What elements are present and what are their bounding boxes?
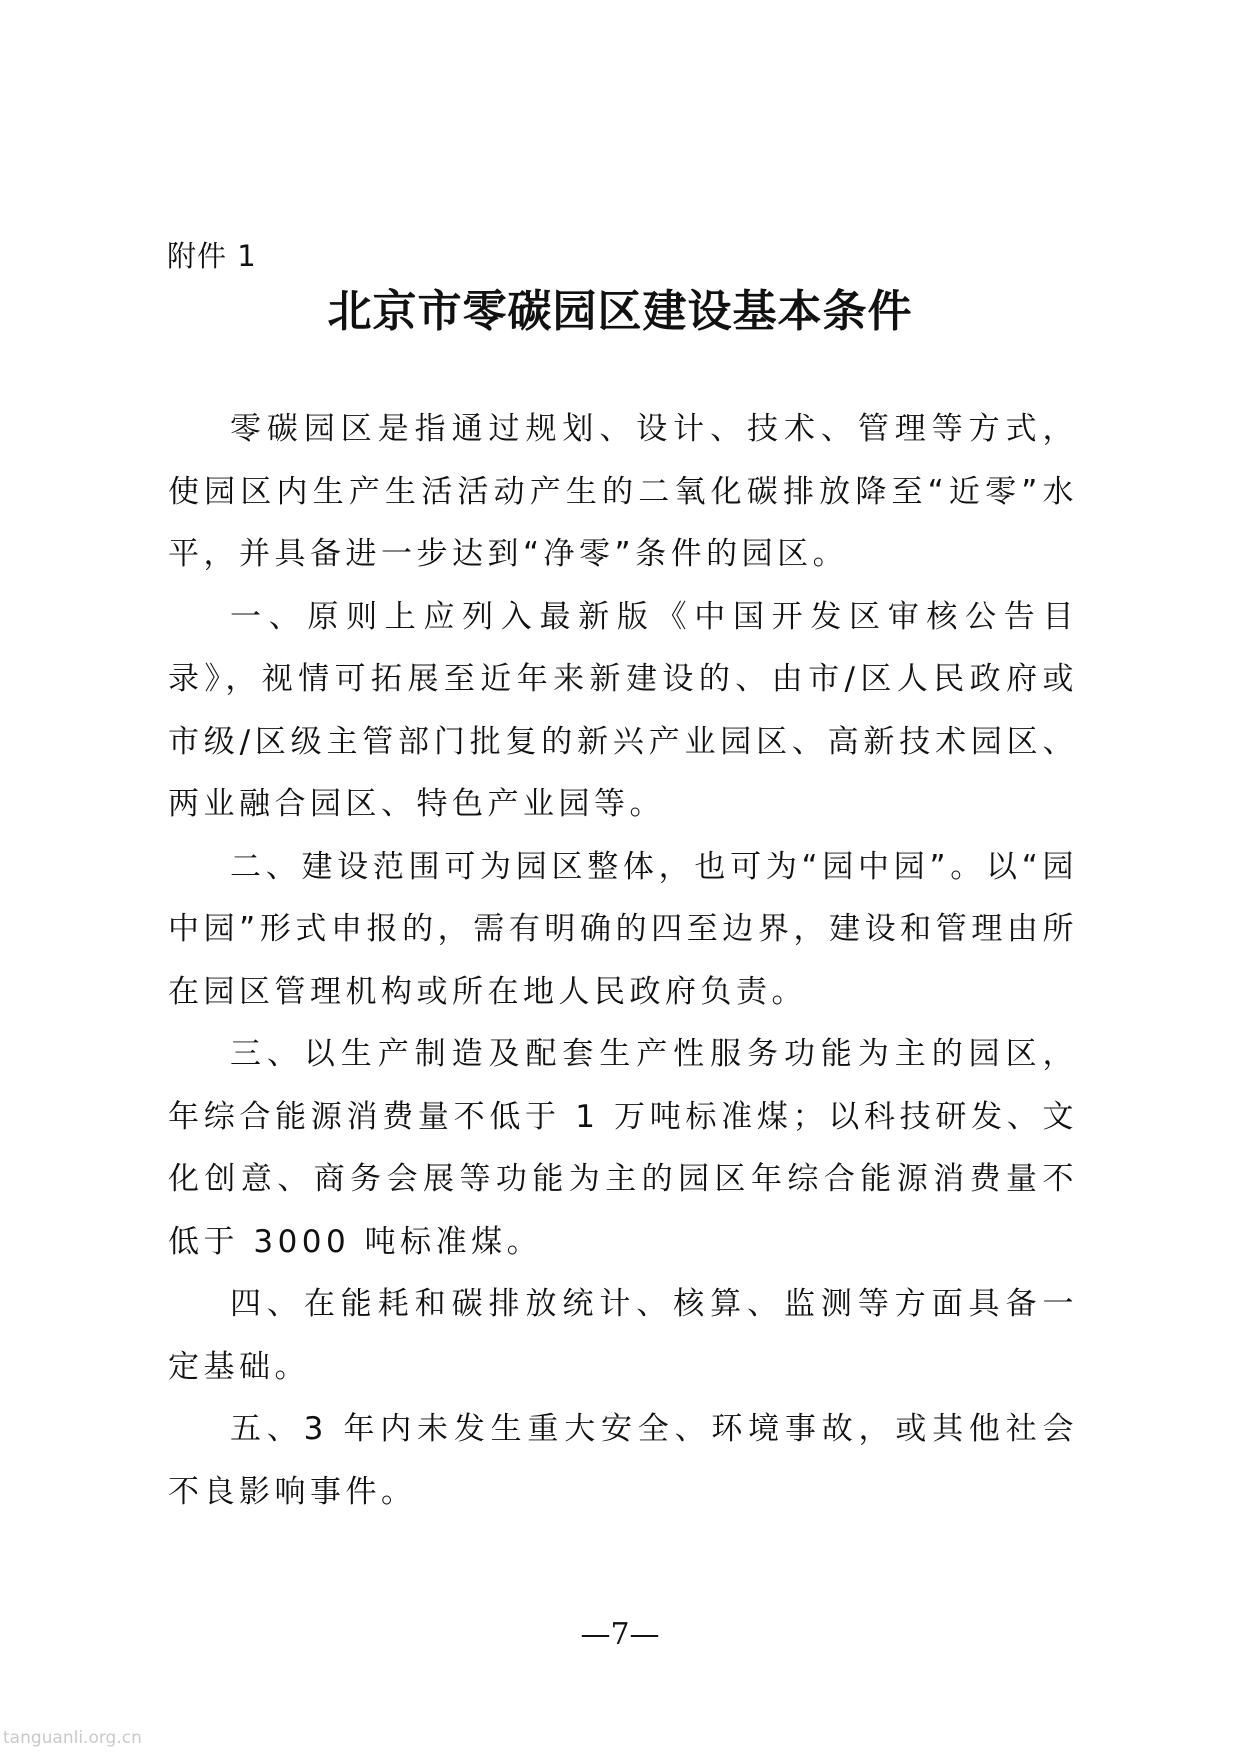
paragraph-item-5: 五、3 年内未发生重大安全、环境事故，或其他社会不良影响事件。 [168,1411,1078,1510]
paragraph-definition: 零碳园区是指通过规划、设计、技术、管理等方式，使园区内生产生活活动产生的二氧化碳排放降至“近零”水平，并具备进一步达到“净零”条件的园区。 [168,411,1078,572]
paragraph-item-4: 四、在能耗和碳排放统计、核算、监测等方面具备一定基础。 [168,1286,1078,1385]
paragraph-item-1: 一、原则上应列入最新版《中国开发区审核公告目录》，视情可拓展至近年来新建设的、由市/区人民政府或市级/区级主管部门批复的新兴产业园区、高新技术园区、两业融合园区、特色产业园等。 [168,598,1078,822]
page-title: 北京市零碳园区建设基本条件 [327,286,913,337]
paragraph-item-3: 三、以生产制造及配套生产性服务功能为主的园区，年综合能源消费量不低于 1 万吨标准煤；以科技研发、文化创意、商务会展等功能为主的园区年综合能源消费量不低于 3000 吨标准煤。 [168,1036,1078,1260]
paragraph-item-2: 二、建设范围可为园区整体，也可为“园中园”。以“园中园”形式申报的，需有明确的四至边界，建设和管理由所在园区管理机构或所在地人民政府负责。 [168,848,1078,1010]
page-number: —7— [580,1617,660,1652]
watermark-text: tanguanli.org.cn [3,1728,142,1748]
attachment-label: 附件 1 [167,239,257,273]
document-body [168,398,1078,1523]
